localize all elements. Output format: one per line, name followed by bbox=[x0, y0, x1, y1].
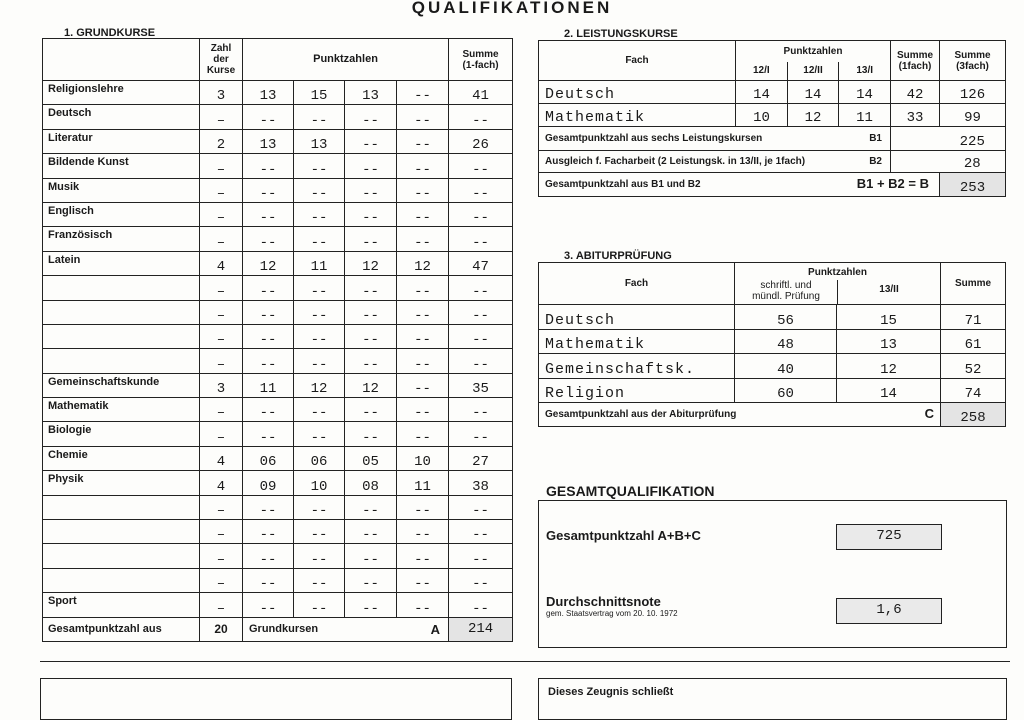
gk-punkte: -- bbox=[243, 202, 294, 226]
gk-punkte: -- bbox=[397, 105, 449, 129]
gk-head-zahl: Zahl der Kurse bbox=[200, 39, 243, 81]
gk-fach bbox=[43, 544, 200, 568]
lk-punkte: 11 bbox=[839, 104, 891, 127]
gk-punkte: 12 bbox=[397, 251, 449, 275]
gk-summe: -- bbox=[449, 593, 513, 617]
gk-punkte: 13 bbox=[243, 81, 294, 105]
gk-punkte: -- bbox=[294, 398, 345, 422]
gk-punkte: -- bbox=[294, 105, 345, 129]
gk-total-label: Gesamtpunktzahl aus bbox=[43, 617, 200, 641]
ab-13: 13 bbox=[837, 329, 941, 354]
gk-summe: -- bbox=[449, 398, 513, 422]
gk-fach bbox=[43, 324, 200, 348]
gk-punkte: -- bbox=[397, 227, 449, 251]
gk-summe: -- bbox=[449, 520, 513, 544]
gk-punkte: -- bbox=[243, 349, 294, 373]
gk-punkte: -- bbox=[243, 276, 294, 300]
gk-punkte: -- bbox=[345, 202, 397, 226]
gk-row bbox=[43, 300, 513, 324]
lk-summe3: 99 bbox=[940, 104, 1006, 127]
gk-punkte: -- bbox=[243, 105, 294, 129]
gk-punkte: -- bbox=[397, 568, 449, 592]
gk-punkte: 12 bbox=[294, 373, 345, 397]
ab-schr: 40 bbox=[735, 354, 837, 379]
gesamt-note-value: 1,6 bbox=[836, 598, 942, 624]
gk-zahl: 3 bbox=[200, 81, 243, 105]
ab-total-row bbox=[539, 403, 1006, 427]
gk-summe: -- bbox=[449, 324, 513, 348]
ab-fach: Religion bbox=[539, 378, 735, 403]
gk-fach: Chemie bbox=[43, 446, 200, 470]
gk-row bbox=[43, 227, 513, 251]
gk-punkte: -- bbox=[397, 178, 449, 202]
ab-summe: 71 bbox=[941, 305, 1006, 330]
ab-head-fach: Fach bbox=[539, 263, 735, 305]
gk-punkte: 05 bbox=[345, 446, 397, 470]
footer-left-box bbox=[40, 678, 512, 720]
gk-summe: -- bbox=[449, 300, 513, 324]
lk-b-value: 253 bbox=[940, 173, 1006, 197]
gk-zahl: – bbox=[200, 178, 243, 202]
gk-punkte: -- bbox=[243, 520, 294, 544]
gk-punkte: -- bbox=[345, 422, 397, 446]
gk-zahl: 3 bbox=[200, 373, 243, 397]
ab-13: 14 bbox=[837, 378, 941, 403]
gk-punkte: 06 bbox=[294, 446, 345, 470]
gk-total-label2: Grundkursen A bbox=[243, 617, 449, 641]
gk-zahl: – bbox=[200, 349, 243, 373]
gk-fach bbox=[43, 276, 200, 300]
gk-punkte: -- bbox=[294, 300, 345, 324]
gk-fach: Deutsch bbox=[43, 105, 200, 129]
gk-punkte: -- bbox=[243, 568, 294, 592]
gk-zahl: – bbox=[200, 300, 243, 324]
gk-total-letter: A bbox=[430, 621, 441, 637]
gk-punkte: -- bbox=[345, 520, 397, 544]
gesamt-box bbox=[538, 500, 1007, 648]
gk-punkte: -- bbox=[397, 324, 449, 348]
gk-fach: Physik bbox=[43, 471, 200, 495]
ab-row bbox=[539, 378, 1006, 403]
leistungskurse-table bbox=[538, 40, 1006, 197]
gk-punkte: -- bbox=[397, 398, 449, 422]
gk-punkte: -- bbox=[294, 495, 345, 519]
gk-punkte: -- bbox=[294, 593, 345, 617]
lk-punkte: 12 bbox=[788, 104, 839, 127]
gk-punkte: -- bbox=[243, 495, 294, 519]
ab-row bbox=[539, 354, 1006, 379]
gk-head-fach bbox=[43, 39, 200, 81]
lk-b2-row bbox=[539, 151, 1006, 173]
gk-summe: 38 bbox=[449, 471, 513, 495]
gk-fach: Englisch bbox=[43, 202, 200, 226]
gk-punkte: -- bbox=[294, 202, 345, 226]
gk-punkte: 11 bbox=[294, 251, 345, 275]
gk-punkte: -- bbox=[294, 227, 345, 251]
lk-summe1: 33 bbox=[891, 104, 940, 127]
gk-summe: 26 bbox=[449, 129, 513, 153]
gk-row bbox=[43, 276, 513, 300]
lk-punkte: 14 bbox=[839, 81, 891, 104]
gk-zahl: – bbox=[200, 154, 243, 178]
gk-summe: -- bbox=[449, 227, 513, 251]
gk-punkte: -- bbox=[397, 154, 449, 178]
gk-punkte: 10 bbox=[294, 471, 345, 495]
lk-b-formula: B1 + B2 = B bbox=[856, 176, 929, 191]
ab-summe: 74 bbox=[941, 378, 1006, 403]
gk-row bbox=[43, 544, 513, 568]
gk-zahl: – bbox=[200, 495, 243, 519]
gk-summe: 27 bbox=[449, 446, 513, 470]
gk-punkte: -- bbox=[397, 300, 449, 324]
gk-punkte: -- bbox=[294, 568, 345, 592]
grundkurse-heading: 1. GRUNDKURSE bbox=[64, 27, 156, 39]
grundkurse-table bbox=[42, 38, 513, 642]
gk-row bbox=[43, 105, 513, 129]
gk-fach bbox=[43, 349, 200, 373]
gk-punkte: -- bbox=[345, 178, 397, 202]
gk-punkte: -- bbox=[345, 276, 397, 300]
gk-punkte: 12 bbox=[345, 373, 397, 397]
gk-zahl: – bbox=[200, 324, 243, 348]
gk-punkte: -- bbox=[294, 544, 345, 568]
gk-punkte: -- bbox=[243, 324, 294, 348]
gk-row bbox=[43, 324, 513, 348]
gk-fach: Französisch bbox=[43, 227, 200, 251]
gk-punkte: -- bbox=[345, 129, 397, 153]
lk-fach: Deutsch bbox=[539, 81, 736, 104]
ab-fach: Deutsch bbox=[539, 305, 735, 330]
gk-fach: Sport bbox=[43, 593, 200, 617]
gesamt-punkt-value: 725 bbox=[836, 524, 942, 550]
ab-summe: 61 bbox=[941, 329, 1006, 354]
ab-row bbox=[539, 305, 1006, 330]
ab-summe: 52 bbox=[941, 354, 1006, 379]
gk-summe: -- bbox=[449, 202, 513, 226]
gk-row bbox=[43, 251, 513, 275]
footer-text: Dieses Zeugnis schließt bbox=[548, 686, 674, 698]
gk-punkte: -- bbox=[397, 202, 449, 226]
gk-row bbox=[43, 178, 513, 202]
gesamt-heading: GESAMTQUALIFIKATION bbox=[546, 483, 715, 499]
gk-punkte: -- bbox=[397, 349, 449, 373]
gk-fach: Musik bbox=[43, 178, 200, 202]
lk-b2-code: B2 bbox=[869, 156, 882, 167]
ab-head-schr: schriftl. und mündl. Prüfung bbox=[735, 280, 838, 304]
gk-fach bbox=[43, 568, 200, 592]
gk-punkte: -- bbox=[345, 324, 397, 348]
ab-head-punkte: Punktzahlen schriftl. und mündl. Prüfung 13/II bbox=[735, 263, 941, 305]
gk-row bbox=[43, 520, 513, 544]
lk-sem-1: 12/I bbox=[736, 62, 788, 80]
gk-punkte: 13 bbox=[243, 129, 294, 153]
gk-punkte: 09 bbox=[243, 471, 294, 495]
lk-fach: Mathematik bbox=[539, 104, 736, 127]
ab-row bbox=[539, 329, 1006, 354]
gk-punkte: 10 bbox=[397, 446, 449, 470]
gk-punkte: -- bbox=[397, 129, 449, 153]
lk-b1-row bbox=[539, 127, 1006, 151]
gk-punkte: -- bbox=[294, 520, 345, 544]
gk-punkte: -- bbox=[345, 593, 397, 617]
gk-punkte: -- bbox=[243, 300, 294, 324]
gk-punkte: -- bbox=[397, 373, 449, 397]
gk-row bbox=[43, 154, 513, 178]
gk-row bbox=[43, 422, 513, 446]
gk-fach bbox=[43, 495, 200, 519]
gk-summe: -- bbox=[449, 178, 513, 202]
lk-b1-value: 225 bbox=[940, 127, 1006, 151]
gk-punkte: -- bbox=[243, 544, 294, 568]
gk-zahl: – bbox=[200, 276, 243, 300]
gk-row bbox=[43, 593, 513, 617]
gk-summe: -- bbox=[449, 349, 513, 373]
gk-punkte: -- bbox=[294, 422, 345, 446]
lk-b-label: Gesamtpunktzahl aus B1 und B2 B1 + B2 = B bbox=[539, 173, 940, 197]
gk-total-row bbox=[43, 617, 513, 641]
ab-13: 12 bbox=[837, 354, 941, 379]
gk-punkte: 11 bbox=[243, 373, 294, 397]
gk-punkte: -- bbox=[243, 593, 294, 617]
gk-summe: 41 bbox=[449, 81, 513, 105]
lk-b-row bbox=[539, 173, 1006, 197]
gk-row bbox=[43, 349, 513, 373]
lk-b2-label: Ausgleich f. Facharbeit (2 Leistungsk. in 13/II, je 1fach) B2 bbox=[539, 151, 891, 173]
lk-punkte: 14 bbox=[788, 81, 839, 104]
gk-punkte: -- bbox=[243, 398, 294, 422]
gk-punkte: 08 bbox=[345, 471, 397, 495]
gk-summe: -- bbox=[449, 276, 513, 300]
gk-punkte: -- bbox=[345, 105, 397, 129]
gk-punkte: -- bbox=[345, 349, 397, 373]
lk-sem-2: 12/II bbox=[788, 62, 840, 80]
gk-summe: -- bbox=[449, 495, 513, 519]
gk-punkte: -- bbox=[243, 227, 294, 251]
gesamt-note-label: Durchschnittsnote bbox=[546, 594, 661, 609]
gk-punkte: -- bbox=[397, 593, 449, 617]
gk-punkte: -- bbox=[345, 568, 397, 592]
lk-head-summe1: Summe (1fach) bbox=[891, 41, 940, 81]
lk-punkte: 10 bbox=[736, 104, 788, 127]
gk-zahl: 2 bbox=[200, 129, 243, 153]
gk-fach: Literatur bbox=[43, 129, 200, 153]
gk-zahl: – bbox=[200, 593, 243, 617]
ab-schr: 48 bbox=[735, 329, 837, 354]
gk-fach bbox=[43, 300, 200, 324]
gk-punkte: -- bbox=[294, 178, 345, 202]
lk-sem-3: 13/I bbox=[856, 64, 874, 76]
gk-row bbox=[43, 446, 513, 470]
ab-total-label: Gesamtpunktzahl aus der Abiturprüfung C bbox=[539, 403, 941, 427]
ab-fach: Mathematik bbox=[539, 329, 735, 354]
leistungskurse-heading: 2. LEISTUNGSKURSE bbox=[564, 28, 678, 40]
gk-punkte: -- bbox=[397, 276, 449, 300]
gk-punkte: 15 bbox=[294, 81, 345, 105]
lk-row bbox=[539, 81, 1006, 104]
lk-head-punkte: Punktzahlen 12/I 12/II 13/I bbox=[736, 41, 891, 81]
ab-total-letter: C bbox=[924, 406, 934, 421]
lk-row bbox=[539, 104, 1006, 127]
gk-total-value: 214 bbox=[449, 617, 513, 641]
gk-punkte: -- bbox=[397, 81, 449, 105]
lk-head-fach: Fach bbox=[539, 41, 736, 81]
gk-punkte: 12 bbox=[345, 251, 397, 275]
gk-summe: -- bbox=[449, 544, 513, 568]
ab-total-value: 258 bbox=[941, 403, 1006, 427]
gk-punkte: -- bbox=[294, 154, 345, 178]
gk-punkte: -- bbox=[397, 520, 449, 544]
gk-punkte: -- bbox=[397, 544, 449, 568]
ab-head-13: 13/II bbox=[879, 283, 899, 295]
ab-schr: 60 bbox=[735, 378, 837, 403]
gk-zahl: 4 bbox=[200, 471, 243, 495]
gk-punkte: -- bbox=[345, 544, 397, 568]
gk-zahl: – bbox=[200, 544, 243, 568]
lk-punkte: 14 bbox=[736, 81, 788, 104]
gk-row bbox=[43, 373, 513, 397]
gk-zahl: – bbox=[200, 202, 243, 226]
footer-rule bbox=[40, 661, 1010, 662]
gk-punkte: -- bbox=[397, 422, 449, 446]
gk-punkte: -- bbox=[294, 276, 345, 300]
gk-summe: 47 bbox=[449, 251, 513, 275]
gk-row bbox=[43, 129, 513, 153]
lk-b2-value: 28 bbox=[940, 151, 1006, 173]
gk-zahl: – bbox=[200, 520, 243, 544]
gk-punkte: -- bbox=[345, 398, 397, 422]
gesamt-punkt-label: Gesamtpunktzahl A+B+C bbox=[546, 528, 701, 543]
gk-zahl: – bbox=[200, 105, 243, 129]
lk-summe1: 42 bbox=[891, 81, 940, 104]
gk-punkte: 11 bbox=[397, 471, 449, 495]
gk-zahl: – bbox=[200, 568, 243, 592]
gk-row bbox=[43, 81, 513, 105]
gk-fach: Religionslehre bbox=[43, 81, 200, 105]
gk-punkte: -- bbox=[345, 227, 397, 251]
gesamt-note-sub: gem. Staatsvertrag vom 20. 10. 1972 bbox=[546, 609, 678, 618]
gk-row bbox=[43, 398, 513, 422]
gk-summe: -- bbox=[449, 568, 513, 592]
gk-zahl: – bbox=[200, 398, 243, 422]
gk-zahl: 4 bbox=[200, 446, 243, 470]
ab-head-summe: Summe bbox=[941, 263, 1006, 305]
gk-summe: -- bbox=[449, 154, 513, 178]
gk-punkte: -- bbox=[294, 324, 345, 348]
abitur-heading: 3. ABITURPRÜFUNG bbox=[564, 250, 672, 262]
lk-summe3: 126 bbox=[940, 81, 1006, 104]
gk-fach: Bildende Kunst bbox=[43, 154, 200, 178]
gk-head-punkte: Punktzahlen bbox=[243, 39, 449, 81]
gk-row bbox=[43, 202, 513, 226]
lk-b1-code: B1 bbox=[869, 133, 882, 144]
gk-punkte: 06 bbox=[243, 446, 294, 470]
gk-fach: Gemeinschaftskunde bbox=[43, 373, 200, 397]
page-title: QUALIFIKATIONEN bbox=[411, 0, 613, 17]
ab-13: 15 bbox=[837, 305, 941, 330]
gk-punkte: 13 bbox=[294, 129, 345, 153]
gk-summe: -- bbox=[449, 105, 513, 129]
gk-zahl: – bbox=[200, 227, 243, 251]
gk-zahl: 4 bbox=[200, 251, 243, 275]
gk-row bbox=[43, 495, 513, 519]
gk-punkte: -- bbox=[345, 495, 397, 519]
gk-zahl: – bbox=[200, 422, 243, 446]
gk-fach: Mathematik bbox=[43, 398, 200, 422]
gk-punkte: -- bbox=[397, 495, 449, 519]
gk-punkte: -- bbox=[345, 300, 397, 324]
gk-punkte: 12 bbox=[243, 251, 294, 275]
gk-fach: Biologie bbox=[43, 422, 200, 446]
gk-summe: 35 bbox=[449, 373, 513, 397]
gk-fach bbox=[43, 520, 200, 544]
gk-punkte: 13 bbox=[345, 81, 397, 105]
gk-punkte: -- bbox=[243, 154, 294, 178]
gk-punkte: -- bbox=[294, 349, 345, 373]
lk-head-summe3: Summe (3fach) bbox=[940, 41, 1006, 81]
footer-right-box bbox=[538, 678, 1007, 720]
gk-row bbox=[43, 471, 513, 495]
ab-fach: Gemeinschaftsk. bbox=[539, 354, 735, 379]
gk-punkte: -- bbox=[243, 178, 294, 202]
gk-summe: -- bbox=[449, 422, 513, 446]
ab-schr: 56 bbox=[735, 305, 837, 330]
gk-fach: Latein bbox=[43, 251, 200, 275]
gk-punkte: -- bbox=[345, 154, 397, 178]
lk-b1-label: Gesamtpunktzahl aus sechs Leistungskursen B1 bbox=[539, 127, 891, 151]
gk-total-zahl: 20 bbox=[200, 617, 243, 641]
abitur-table bbox=[538, 262, 1006, 427]
gk-head-summe: Summe (1-fach) bbox=[449, 39, 513, 81]
gk-punkte: -- bbox=[243, 422, 294, 446]
gk-row bbox=[43, 568, 513, 592]
